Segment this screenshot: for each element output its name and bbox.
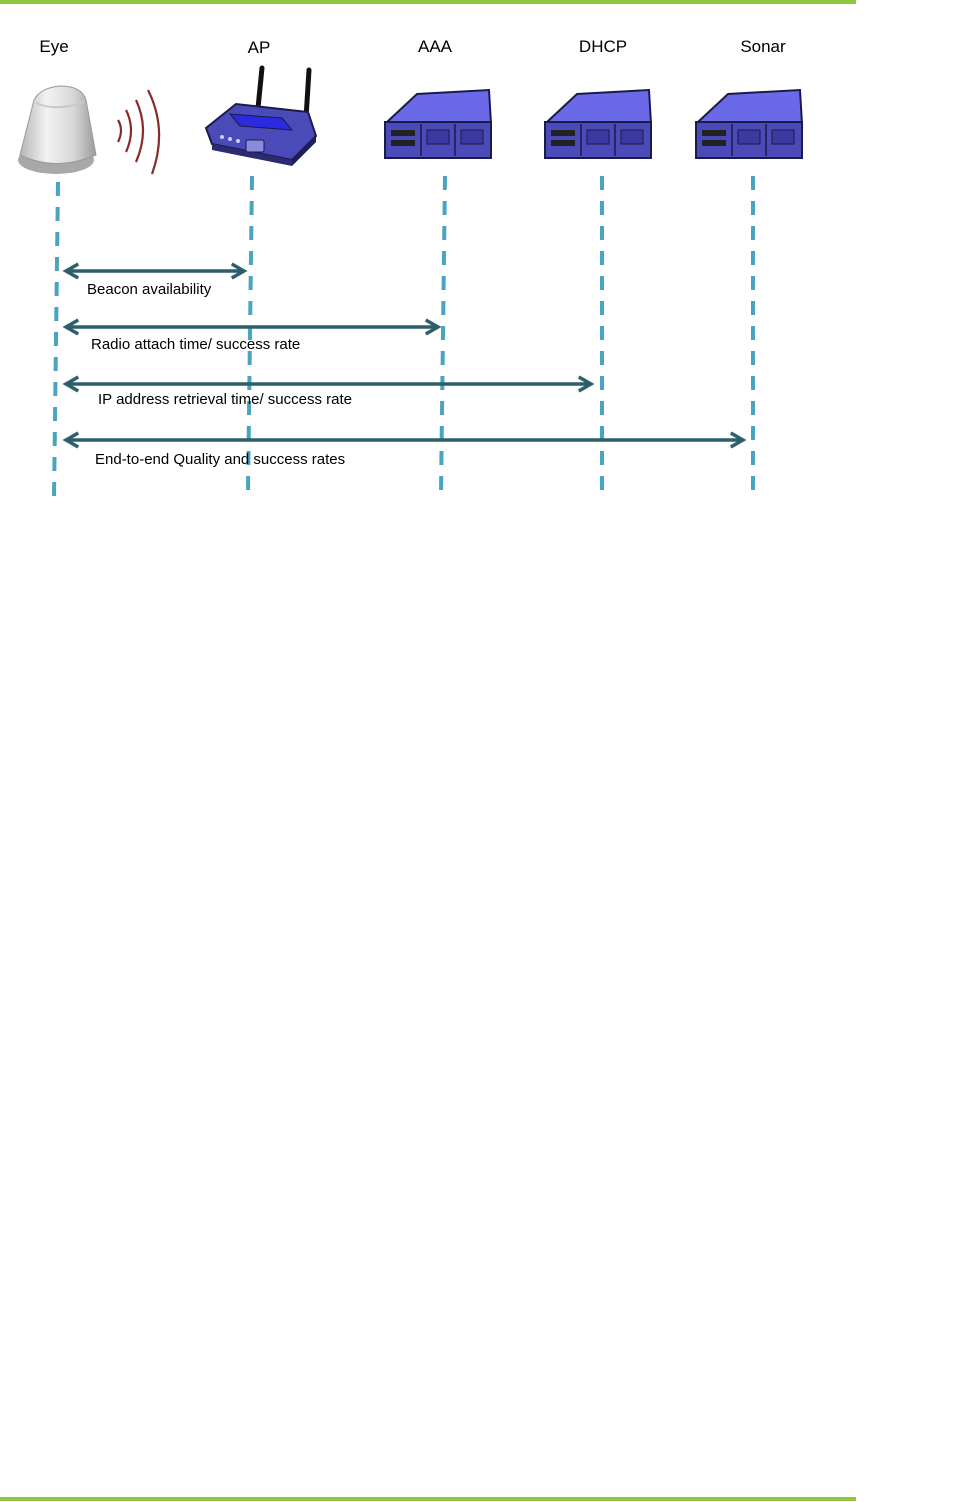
sonar-server-icon — [696, 90, 802, 158]
participant-label-eye: Eye — [39, 37, 69, 56]
dhcp-server-icon — [545, 90, 651, 158]
message-label-beacon: Beacon availability — [87, 281, 212, 298]
participant-label-dhcp: DHCP — [578, 37, 628, 56]
lifeline-ap — [248, 176, 252, 492]
sensor-device-icon — [18, 86, 96, 174]
lifeline-aaa — [441, 176, 445, 492]
lifeline-eye — [54, 182, 58, 498]
message-label-radio-attach: Radio attach time/ success rate — [91, 336, 301, 353]
message-label-ip-address: IP address retrieval time/ success rate — [98, 391, 352, 408]
message-label-end-to-end: End-to-end Quality and success rates — [95, 451, 346, 468]
participant-label-sonar: Sonar — [740, 37, 786, 56]
aaa-server-icon — [385, 90, 491, 158]
participant-label-ap: AP — [247, 38, 271, 57]
participant-label-aaa: AAA — [417, 37, 453, 56]
signal-waves-icon — [118, 90, 159, 174]
wireless-router-icon — [206, 68, 316, 166]
